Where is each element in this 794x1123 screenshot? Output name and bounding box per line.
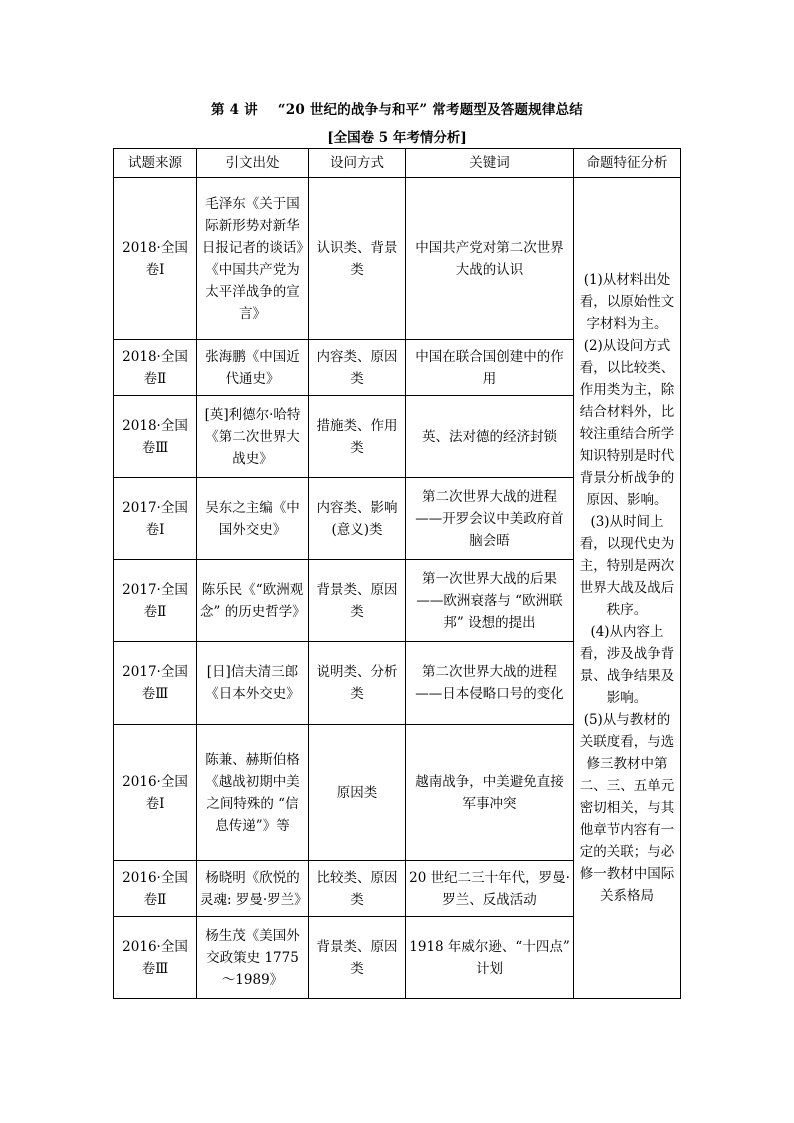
keyword-cell: 英、法对德的经济封锁 [406, 396, 574, 478]
keyword-cell: 越南战争，中美避免直接军事冲突 [406, 725, 574, 861]
citation-cell: 毛泽东《关于国际新形势对新华日报记者的谈话》《中国共产党为太平洋战争的宣言》 [197, 178, 309, 340]
method-cell: 认识类、背景类 [309, 178, 406, 340]
source-cell: 2017·全国卷Ⅱ [114, 560, 197, 642]
header-source: 试题来源 [114, 149, 197, 178]
feature-item: (1)从材料出处看，以原始性文字材料为主。 [579, 272, 675, 332]
citation-cell: 陈乐民《“欧洲观念” 的历史哲学》 [197, 560, 309, 642]
header-keyword: 关键词 [406, 149, 574, 178]
exam-analysis-table [113, 148, 681, 999]
header-method: 设问方式 [309, 149, 406, 178]
feature-item: (3)从时间上看，以现代史为主，特别是两次世界大战及战后秩序。 [579, 514, 675, 618]
features-cell [574, 178, 681, 999]
lecture-topic: “20 世纪的战争与和平” 常考题型及答题规律总结 [277, 102, 583, 118]
citation-cell: 吴东之主编《中国外交史》 [197, 478, 309, 560]
source-cell: 2016·全国卷Ⅲ [114, 917, 197, 999]
method-cell: 比较类、原因类 [309, 861, 406, 917]
method-cell: 内容类、原因类 [309, 340, 406, 396]
citation-cell: [英]利德尔·哈特《第二次世界大战史》 [197, 396, 309, 478]
table-row [114, 178, 681, 340]
table-header-row [114, 149, 681, 178]
method-cell: 说明类、分析类 [309, 642, 406, 725]
citation-cell: 张海鹏《中国近代通史》 [197, 340, 309, 396]
feature-item: (4)从内容上看，涉及战争背景、战争结果及影响。 [579, 624, 675, 706]
page-title [0, 98, 794, 118]
page-subtitle: [全国卷 5 年考情分析] [327, 130, 467, 146]
keyword-cell: 20 世纪二三十年代，罗曼·罗兰、反战活动 [406, 861, 574, 917]
feature-item: (5)从与教材的关联度看，与选修三教材中第二、三、五单元密切相关，与其他章节内容有一定的关联；与必修一教材中国际关系格局 [579, 712, 675, 904]
feature-item: (2)从设问方式看，以比较类、作用类为主，除结合材料外，比较注重结合所学知识特别是时代背景分析战争的原因、影响。 [579, 338, 675, 508]
method-cell: 背景类、原因类 [309, 560, 406, 642]
source-cell: 2016·全国卷Ⅱ [114, 861, 197, 917]
method-cell: 内容类、影响(意义)类 [309, 478, 406, 560]
source-cell: 2018·全国卷Ⅰ [114, 178, 197, 340]
source-cell: 2017·全国卷Ⅲ [114, 642, 197, 725]
citation-cell: 杨生茂《美国外交政策史 1775～1989》 [197, 917, 309, 999]
method-cell: 背景类、原因类 [309, 917, 406, 999]
source-cell: 2017·全国卷Ⅰ [114, 478, 197, 560]
source-cell: 2018·全国卷Ⅲ [114, 396, 197, 478]
citation-cell: 陈兼、赫斯伯格《越战初期中美之间特殊的 “信息传递”》等 [197, 725, 309, 861]
source-cell: 2018·全国卷Ⅱ [114, 340, 197, 396]
header-features: 命题特征分析 [574, 149, 681, 178]
header-citation: 引文出处 [197, 149, 309, 178]
citation-cell: [日]信夫清三郎《日本外交史》 [197, 642, 309, 725]
keyword-cell: 中国共产党对第二次世界大战的认识 [406, 178, 574, 340]
keyword-cell: 第二次世界大战的进程——日本侵略口号的变化 [406, 642, 574, 725]
lecture-number: 第 4 讲 [210, 102, 258, 118]
method-cell: 原因类 [309, 725, 406, 861]
keyword-cell: 第一次世界大战的后果——欧洲衰落与 “欧洲联邦” 设想的提出 [406, 560, 574, 642]
citation-cell: 杨晓明《欣悦的灵魂: 罗曼·罗兰》 [197, 861, 309, 917]
keyword-cell: 中国在联合国创建中的作用 [406, 340, 574, 396]
keyword-cell: 第二次世界大战的进程——开罗会议中美政府首脑会晤 [406, 478, 574, 560]
keyword-cell: 1918 年威尔逊、“十四点” 计划 [406, 917, 574, 999]
method-cell: 措施类、作用类 [309, 396, 406, 478]
source-cell: 2016·全国卷Ⅰ [114, 725, 197, 861]
